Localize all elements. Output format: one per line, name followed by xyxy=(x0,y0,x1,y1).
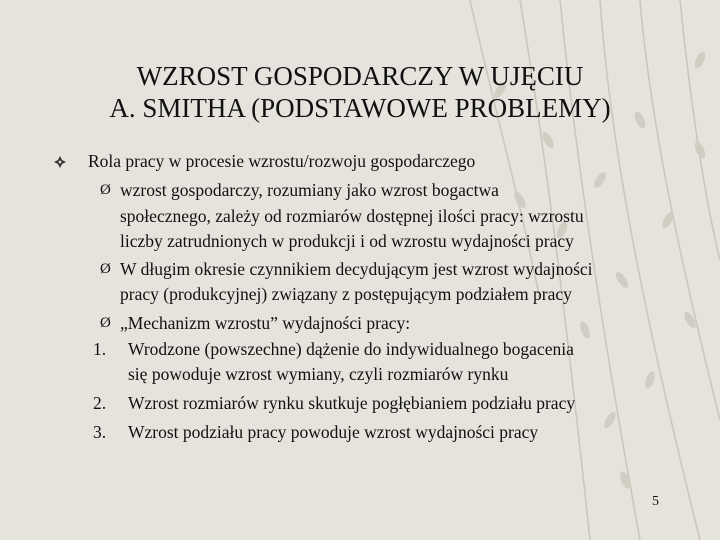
sub-item-1-line-2: społecznego, zależy od rozmiarów dostępnej ilości pracy: wzrostu xyxy=(120,206,584,226)
page-number: 5 xyxy=(652,494,659,509)
numbered-item-3-line-1: Wzrost podziału pracy powoduje wzrost wydajności pracy xyxy=(128,422,539,442)
sub-item-1-line-1: wzrost gospodarczy, rozumiany jako wzrost bogactwa xyxy=(120,180,499,200)
diamond-flourish-icon xyxy=(54,156,66,168)
sub-item-2-line-1: W długim okresie czynnikiem decydującym jest wzrost wydajności xyxy=(120,259,593,279)
sub-item-1-line-3: liczby zatrudnionych w produkcji i od wzrostu wydajności pracy xyxy=(120,231,574,251)
title-line-1: WZROST GOSPODARCZY W UJĘCIU xyxy=(136,61,584,91)
arrow-bullet-icon: Ø xyxy=(100,261,111,277)
title-line-2: A. SMITHA (PODSTAWOWE PROBLEMY) xyxy=(109,93,611,123)
numbered-item-3-number: 3. xyxy=(93,422,107,442)
numbered-item-2-number: 2. xyxy=(93,393,107,413)
sub-item-2-line-2: pracy (produkcyjnej) związany z postępującym podziałem pracy xyxy=(120,284,572,304)
main-bullet-text: Rola pracy w procesie wzrostu/rozwoju gospodarczego xyxy=(88,151,476,171)
numbered-item-1-line-2: się powoduje wzrost wymiany, czyli rozmiarów rynku xyxy=(128,364,509,384)
arrow-bullet-icon: Ø xyxy=(100,315,111,331)
numbered-item-2-line-1: Wzrost rozmiarów rynku skutkuje pogłębianiem podziału pracy xyxy=(128,393,576,413)
slide-title xyxy=(40,60,680,124)
numbered-item-1-line-1: Wrodzone (powszechne) dążenie do indywidualnego bogacenia xyxy=(128,339,574,359)
numbered-item-1-number: 1. xyxy=(93,339,107,359)
sub-item-3-line-1: „Mechanizm wzrostu” wydajności pracy: xyxy=(120,313,411,333)
arrow-bullet-icon: Ø xyxy=(100,182,111,198)
